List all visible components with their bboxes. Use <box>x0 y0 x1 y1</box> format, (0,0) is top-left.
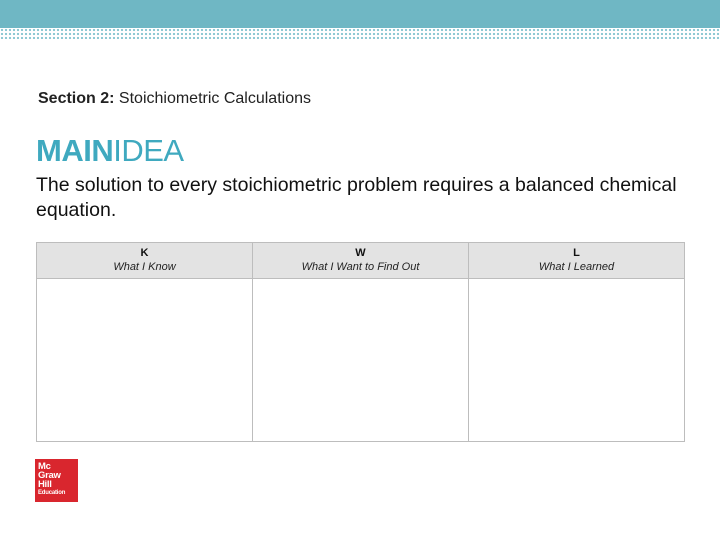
logo-line-graw: Graw <box>38 470 61 481</box>
kwl-header-k <box>37 243 253 279</box>
kwl-header-l <box>469 243 685 279</box>
kwl-letter-w: W <box>355 247 366 259</box>
kwl-header-w <box>253 243 469 279</box>
main-idea-label-bold: MAIN <box>36 133 114 168</box>
main-idea-text: The solution to every stoichiometric problem requires a balanced chemical equation. <box>36 174 677 221</box>
kwl-letter-l: L <box>573 247 580 259</box>
section-heading <box>38 90 311 108</box>
section-number: Section 2: <box>38 90 115 107</box>
mcgraw-hill-logo <box>35 459 78 502</box>
kwl-label-l: What I Learned <box>538 261 615 273</box>
kwl-letter-k: K <box>140 247 149 259</box>
kwl-chart-table <box>36 242 685 442</box>
logo-line-mc: Mc <box>38 461 51 472</box>
logo-line-hill: Hill <box>38 479 52 490</box>
kwl-body-row <box>37 279 685 442</box>
main-idea-label-light: IDEA <box>113 133 184 168</box>
kwl-label-k: What I Know <box>113 261 176 273</box>
main-idea-heading <box>36 134 184 168</box>
logo-line-education: Education <box>38 490 66 496</box>
kwl-cell-want[interactable] <box>253 279 469 442</box>
kwl-cell-learned[interactable] <box>469 279 685 442</box>
section-title: Stoichiometric Calculations <box>118 90 311 107</box>
kwl-label-w: What I Want to Find Out <box>301 261 420 273</box>
kwl-header-row <box>37 243 685 279</box>
top-color-band <box>0 0 720 28</box>
kwl-cell-know[interactable] <box>37 279 253 442</box>
dotted-pattern-band <box>0 28 720 39</box>
